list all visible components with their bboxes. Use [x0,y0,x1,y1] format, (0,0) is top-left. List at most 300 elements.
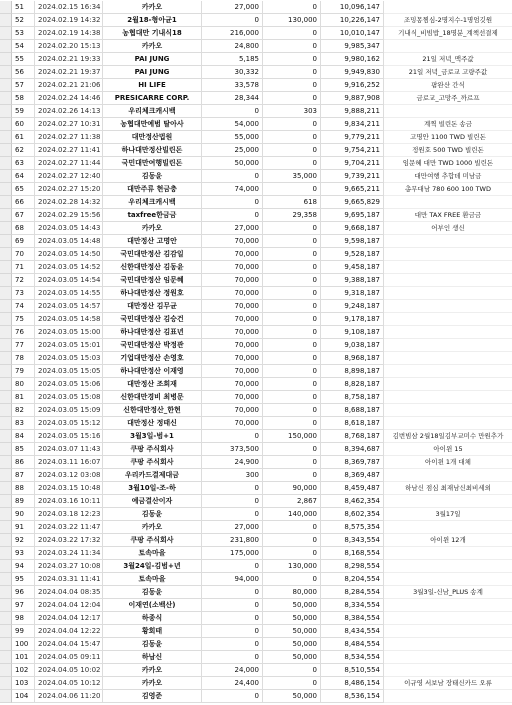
memo-cell[interactable] [384,664,512,677]
balance-cell[interactable]: 9,916,252 [321,79,384,92]
table-row[interactable] [0,391,512,404]
date-cell[interactable]: 2024.03.05 14:55 [35,287,103,300]
memo-cell[interactable]: 21일 저녁_맥주값 [384,53,512,66]
row-number-cell[interactable]: 102 [12,664,35,677]
balance-cell[interactable]: 9,695,187 [321,209,384,222]
date-cell[interactable]: 2024.04.04 12:04 [35,599,103,612]
row-header[interactable] [0,560,12,573]
row-number-cell[interactable]: 61 [12,131,35,144]
deposit-cell[interactable]: 150,000 [263,430,321,443]
description-cell[interactable]: 대만정산 조희재 [103,378,202,391]
row-number-cell[interactable]: 99 [12,625,35,638]
deposit-cell[interactable]: 0 [263,664,321,677]
date-cell[interactable]: 2024.03.05 15:05 [35,365,103,378]
row-number-cell[interactable]: 73 [12,287,35,300]
description-cell[interactable]: 하나대만정산 김표년 [103,326,202,339]
memo-cell[interactable] [384,404,512,417]
row-header[interactable] [0,339,12,352]
row-header[interactable] [0,365,12,378]
description-cell[interactable]: 3월10일-조-하 [103,482,202,495]
table-row[interactable] [0,326,512,339]
row-number-cell[interactable]: 77 [12,339,35,352]
balance-cell[interactable]: 9,108,187 [321,326,384,339]
deposit-cell[interactable]: 0 [263,287,321,300]
row-number-cell[interactable]: 103 [12,677,35,690]
deposit-cell[interactable]: 29,358 [263,209,321,222]
description-cell[interactable]: 하나대만정산 이재영 [103,365,202,378]
row-header[interactable] [0,274,12,287]
withdrawal-cell[interactable]: 70,000 [202,378,263,391]
balance-cell[interactable]: 8,343,554 [321,534,384,547]
description-cell[interactable]: 김영준 [103,690,202,703]
memo-cell[interactable] [384,339,512,352]
balance-cell[interactable]: 9,458,187 [321,261,384,274]
deposit-cell[interactable]: 0 [263,339,321,352]
withdrawal-cell[interactable]: 0 [202,651,263,664]
table-row[interactable] [0,430,512,443]
date-cell[interactable]: 2024.03.31 11:41 [35,573,103,586]
table-row[interactable] [0,92,512,105]
deposit-cell[interactable]: 0 [263,118,321,131]
balance-cell[interactable]: 8,284,554 [321,586,384,599]
balance-cell[interactable]: 8,575,354 [321,521,384,534]
date-cell[interactable]: 2024.02.27 11:44 [35,157,103,170]
row-number-cell[interactable]: 97 [12,599,35,612]
memo-cell[interactable] [384,261,512,274]
description-cell[interactable]: 김동윤 [103,586,202,599]
row-number-cell[interactable]: 65 [12,183,35,196]
row-number-cell[interactable]: 100 [12,638,35,651]
table-row[interactable] [0,534,512,547]
balance-cell[interactable]: 9,665,829 [321,196,384,209]
row-header[interactable] [0,456,12,469]
row-number-cell[interactable]: 84 [12,430,35,443]
row-number-cell[interactable]: 58 [12,92,35,105]
withdrawal-cell[interactable]: 24,000 [202,664,263,677]
balance-cell[interactable]: 9,528,187 [321,248,384,261]
memo-cell[interactable] [384,651,512,664]
deposit-cell[interactable]: 50,000 [263,638,321,651]
row-number-cell[interactable]: 71 [12,261,35,274]
date-cell[interactable]: 2024.03.05 14:50 [35,248,103,261]
balance-cell[interactable]: 8,484,554 [321,638,384,651]
description-cell[interactable]: 황회태 [103,625,202,638]
balance-cell[interactable]: 8,898,187 [321,365,384,378]
description-cell[interactable]: 3월24일-김범+년 [103,560,202,573]
deposit-cell[interactable]: 0 [263,53,321,66]
description-cell[interactable]: 카카오 [103,1,202,14]
memo-cell[interactable]: 조밍몽찜심-2명지수-1명엄깃원 [384,14,512,27]
withdrawal-cell[interactable]: 70,000 [202,339,263,352]
withdrawal-cell[interactable]: 24,800 [202,40,263,53]
description-cell[interactable]: 하종식 [103,612,202,625]
table-row[interactable] [0,157,512,170]
memo-cell[interactable] [384,196,512,209]
description-cell[interactable]: 대만정산 김무균 [103,300,202,313]
description-cell[interactable]: 김동윤 [103,638,202,651]
date-cell[interactable]: 2024.02.28 14:32 [35,196,103,209]
memo-cell[interactable] [384,235,512,248]
table-row[interactable] [0,118,512,131]
deposit-cell[interactable]: 0 [263,300,321,313]
withdrawal-cell[interactable]: 24,400 [202,677,263,690]
balance-cell[interactable]: 9,178,187 [321,313,384,326]
row-number-cell[interactable]: 54 [12,40,35,53]
memo-cell[interactable] [384,1,512,14]
date-cell[interactable]: 2024.03.05 14:43 [35,222,103,235]
row-number-cell[interactable]: 69 [12,235,35,248]
row-number-cell[interactable]: 88 [12,482,35,495]
deposit-cell[interactable]: 2,867 [263,495,321,508]
description-cell[interactable]: 국민대만정산 김승건 [103,313,202,326]
balance-cell[interactable]: 10,226,147 [321,14,384,27]
date-cell[interactable]: 2024.04.04 08:35 [35,586,103,599]
balance-cell[interactable]: 8,462,354 [321,495,384,508]
date-cell[interactable]: 2024.02.27 11:38 [35,131,103,144]
balance-cell[interactable]: 9,038,187 [321,339,384,352]
date-cell[interactable]: 2024.03.05 15:00 [35,326,103,339]
table-row[interactable] [0,131,512,144]
withdrawal-cell[interactable]: 70,000 [202,274,263,287]
memo-cell[interactable]: 3월3일-신남_PLUS 송계 [384,586,512,599]
memo-cell[interactable] [384,378,512,391]
row-number-cell[interactable]: 86 [12,456,35,469]
withdrawal-cell[interactable]: 0 [202,560,263,573]
memo-cell[interactable]: 어부인 생신 [384,222,512,235]
date-cell[interactable]: 2024.02.15 16:34 [35,1,103,14]
date-cell[interactable]: 2024.02.27 12:40 [35,170,103,183]
memo-cell[interactable] [384,274,512,287]
memo-cell[interactable]: 고명안 1100 TWD 빌린돈 [384,131,512,144]
table-row[interactable] [0,625,512,638]
memo-cell[interactable] [384,417,512,430]
row-header[interactable] [0,170,12,183]
description-cell[interactable]: 대만정산 고명안 [103,235,202,248]
balance-cell[interactable]: 9,668,187 [321,222,384,235]
deposit-cell[interactable]: 130,000 [263,14,321,27]
description-cell[interactable]: 카카오 [103,664,202,677]
row-header[interactable] [0,27,12,40]
row-number-cell[interactable]: 66 [12,196,35,209]
description-cell[interactable]: 국민대만정산 박정관 [103,339,202,352]
row-number-cell[interactable]: 74 [12,300,35,313]
row-header[interactable] [0,196,12,209]
description-cell[interactable]: 대만정산 정태신 [103,417,202,430]
balance-cell[interactable]: 10,010,147 [321,27,384,40]
balance-cell[interactable]: 9,949,830 [321,66,384,79]
table-row[interactable] [0,560,512,573]
deposit-cell[interactable]: 50,000 [263,599,321,612]
row-header[interactable] [0,235,12,248]
row-header[interactable] [0,313,12,326]
balance-cell[interactable]: 8,618,187 [321,417,384,430]
row-header[interactable] [0,352,12,365]
table-row[interactable] [0,612,512,625]
date-cell[interactable]: 2024.02.20 15:13 [35,40,103,53]
row-number-cell[interactable]: 67 [12,209,35,222]
date-cell[interactable]: 2024.03.22 17:32 [35,534,103,547]
row-number-cell[interactable]: 70 [12,248,35,261]
row-header[interactable] [0,495,12,508]
row-number-cell[interactable]: 78 [12,352,35,365]
description-cell[interactable]: 국민대만여행빌린돈 [103,157,202,170]
withdrawal-cell[interactable]: 30,332 [202,66,263,79]
withdrawal-cell[interactable]: 70,000 [202,326,263,339]
table-row[interactable] [0,66,512,79]
deposit-cell[interactable]: 0 [263,261,321,274]
balance-cell[interactable]: 8,384,554 [321,612,384,625]
row-header[interactable] [0,222,12,235]
table-row[interactable] [0,521,512,534]
memo-cell[interactable]: 금로교_고망주_까르프 [384,92,512,105]
date-cell[interactable]: 2024.02.26 14:13 [35,105,103,118]
table-row[interactable] [0,339,512,352]
row-number-cell[interactable]: 96 [12,586,35,599]
deposit-cell[interactable]: 0 [263,66,321,79]
row-number-cell[interactable]: 81 [12,391,35,404]
row-header[interactable] [0,66,12,79]
withdrawal-cell[interactable]: 70,000 [202,391,263,404]
balance-cell[interactable]: 8,394,687 [321,443,384,456]
withdrawal-cell[interactable]: 300 [202,469,263,482]
memo-cell[interactable] [384,560,512,573]
description-cell[interactable]: HI LIFE [103,79,202,92]
date-cell[interactable]: 2024.02.27 10:31 [35,118,103,131]
date-cell[interactable]: 2024.04.05 09:11 [35,651,103,664]
row-header[interactable] [0,599,12,612]
date-cell[interactable]: 2024.02.19 14:32 [35,14,103,27]
date-cell[interactable]: 2024.04.05 10:12 [35,677,103,690]
description-cell[interactable]: 3월3일-범+1 [103,430,202,443]
row-header[interactable] [0,482,12,495]
table-row[interactable] [0,313,512,326]
memo-cell[interactable]: 대만여행 추합데 미남금 [384,170,512,183]
deposit-cell[interactable]: 80,000 [263,586,321,599]
row-number-cell[interactable]: 57 [12,79,35,92]
row-header[interactable] [0,300,12,313]
memo-cell[interactable]: 대만 TAX FREE 환금금 [384,209,512,222]
table-row[interactable] [0,417,512,430]
row-number-cell[interactable]: 68 [12,222,35,235]
deposit-cell[interactable]: 0 [263,248,321,261]
withdrawal-cell[interactable]: 0 [202,482,263,495]
date-cell[interactable]: 2024.02.29 15:56 [35,209,103,222]
memo-cell[interactable] [384,547,512,560]
table-row[interactable] [0,638,512,651]
row-header[interactable] [0,118,12,131]
row-number-cell[interactable]: 101 [12,651,35,664]
balance-cell[interactable]: 8,334,554 [321,599,384,612]
row-number-cell[interactable]: 91 [12,521,35,534]
balance-cell[interactable]: 9,834,211 [321,118,384,131]
balance-cell[interactable]: 8,369,787 [321,456,384,469]
deposit-cell[interactable]: 50,000 [263,651,321,664]
balance-cell[interactable]: 9,739,211 [321,170,384,183]
memo-cell[interactable] [384,287,512,300]
balance-cell[interactable]: 8,968,187 [321,352,384,365]
description-cell[interactable]: 쿠팡 주식회사 [103,534,202,547]
date-cell[interactable]: 2024.03.05 15:06 [35,378,103,391]
withdrawal-cell[interactable]: 70,000 [202,352,263,365]
balance-cell[interactable]: 10,096,147 [321,1,384,14]
row-header[interactable] [0,443,12,456]
deposit-cell[interactable]: 0 [263,183,321,196]
memo-cell[interactable] [384,248,512,261]
row-header[interactable] [0,677,12,690]
description-cell[interactable]: 우리체크캐시백 [103,196,202,209]
row-header[interactable] [0,105,12,118]
balance-cell[interactable]: 9,704,211 [321,157,384,170]
row-number-cell[interactable]: 76 [12,326,35,339]
date-cell[interactable]: 2024.03.05 14:52 [35,261,103,274]
balance-cell[interactable]: 8,434,554 [321,625,384,638]
table-row[interactable] [0,261,512,274]
table-row[interactable] [0,443,512,456]
table-row[interactable] [0,365,512,378]
row-header[interactable] [0,326,12,339]
description-cell[interactable]: 신한대만정산 김동윤 [103,261,202,274]
balance-cell[interactable]: 8,768,187 [321,430,384,443]
description-cell[interactable]: PAI JUNG [103,53,202,66]
row-header[interactable] [0,378,12,391]
date-cell[interactable]: 2024.03.05 14:48 [35,235,103,248]
balance-cell[interactable]: 8,602,354 [321,508,384,521]
date-cell[interactable]: 2024.03.27 10:08 [35,560,103,573]
memo-cell[interactable] [384,690,512,703]
row-header[interactable] [0,625,12,638]
table-row[interactable] [0,404,512,417]
memo-cell[interactable] [384,625,512,638]
row-header[interactable] [0,404,12,417]
withdrawal-cell[interactable]: 70,000 [202,235,263,248]
withdrawal-cell[interactable]: 0 [202,586,263,599]
description-cell[interactable]: 우리체크캐시백 [103,105,202,118]
memo-cell[interactable] [384,521,512,534]
memo-cell[interactable] [384,573,512,586]
deposit-cell[interactable]: 0 [263,274,321,287]
withdrawal-cell[interactable]: 24,900 [202,456,263,469]
withdrawal-cell[interactable]: 70,000 [202,365,263,378]
deposit-cell[interactable]: 0 [263,131,321,144]
table-row[interactable] [0,352,512,365]
date-cell[interactable]: 2024.03.05 15:16 [35,430,103,443]
table-row[interactable] [0,586,512,599]
deposit-cell[interactable]: 618 [263,196,321,209]
balance-cell[interactable]: 8,298,554 [321,560,384,573]
balance-cell[interactable]: 8,688,187 [321,404,384,417]
memo-cell[interactable] [384,469,512,482]
balance-cell[interactable]: 8,534,554 [321,651,384,664]
memo-cell[interactable]: 임문혜 대만 TWD 1000 빌린돈 [384,157,512,170]
description-cell[interactable]: 대만정산법원 [103,131,202,144]
memo-cell[interactable]: 아이윈 1개 대체 [384,456,512,469]
table-row[interactable] [0,53,512,66]
balance-cell[interactable]: 9,754,211 [321,144,384,157]
deposit-cell[interactable]: 0 [263,313,321,326]
row-header[interactable] [0,79,12,92]
deposit-cell[interactable]: 303 [263,105,321,118]
row-number-cell[interactable]: 82 [12,404,35,417]
memo-cell[interactable]: 21일 저녁_금로교 고량주값 [384,66,512,79]
withdrawal-cell[interactable]: 0 [202,209,263,222]
withdrawal-cell[interactable]: 0 [202,170,263,183]
deposit-cell[interactable]: 0 [263,677,321,690]
description-cell[interactable]: 국민대만정산 김감일 [103,248,202,261]
row-header[interactable] [0,521,12,534]
table-row[interactable] [0,599,512,612]
deposit-cell[interactable]: 130,000 [263,560,321,573]
table-row[interactable] [0,79,512,92]
description-cell[interactable]: 하남신 [103,651,202,664]
deposit-cell[interactable]: 140,000 [263,508,321,521]
row-header[interactable] [0,573,12,586]
withdrawal-cell[interactable]: 27,000 [202,222,263,235]
balance-cell[interactable]: 9,665,211 [321,183,384,196]
memo-cell[interactable]: 하남신 점심 최재남신최비세외 [384,482,512,495]
description-cell[interactable]: 쿠팡 주식회사 [103,456,202,469]
row-number-cell[interactable]: 80 [12,378,35,391]
balance-cell[interactable]: 9,598,187 [321,235,384,248]
deposit-cell[interactable]: 0 [263,534,321,547]
row-header[interactable] [0,586,12,599]
row-header[interactable] [0,131,12,144]
memo-cell[interactable]: 팜완산 간식 [384,79,512,92]
row-header[interactable] [0,157,12,170]
withdrawal-cell[interactable]: 0 [202,508,263,521]
description-cell[interactable]: 토속마을 [103,573,202,586]
withdrawal-cell[interactable]: 70,000 [202,248,263,261]
memo-cell[interactable] [384,40,512,53]
balance-cell[interactable]: 9,985,347 [321,40,384,53]
memo-cell[interactable] [384,638,512,651]
deposit-cell[interactable]: 0 [263,79,321,92]
balance-cell[interactable]: 9,388,187 [321,274,384,287]
table-row[interactable] [0,469,512,482]
row-header[interactable] [0,53,12,66]
deposit-cell[interactable]: 0 [263,417,321,430]
date-cell[interactable]: 2024.02.27 15:20 [35,183,103,196]
row-header[interactable] [0,209,12,222]
date-cell[interactable]: 2024.03.05 15:01 [35,339,103,352]
deposit-cell[interactable]: 0 [263,573,321,586]
row-header[interactable] [0,664,12,677]
date-cell[interactable]: 2024.03.05 15:08 [35,391,103,404]
row-number-cell[interactable]: 52 [12,14,35,27]
deposit-cell[interactable]: 0 [263,456,321,469]
date-cell[interactable]: 2024.03.05 15:09 [35,404,103,417]
description-cell[interactable]: 예금결산이자 [103,495,202,508]
memo-cell[interactable]: 계찍 빌린돈 송금 [384,118,512,131]
row-number-cell[interactable]: 89 [12,495,35,508]
withdrawal-cell[interactable]: 0 [202,105,263,118]
description-cell[interactable]: 토속마을 [103,547,202,560]
row-number-cell[interactable]: 55 [12,53,35,66]
deposit-cell[interactable]: 35,000 [263,170,321,183]
deposit-cell[interactable]: 0 [263,378,321,391]
table-row[interactable] [0,105,512,118]
row-header[interactable] [0,287,12,300]
table-row[interactable] [0,144,512,157]
withdrawal-cell[interactable]: 0 [202,638,263,651]
deposit-cell[interactable]: 50,000 [263,612,321,625]
table-row[interactable] [0,495,512,508]
description-cell[interactable]: 농협대만예범 탈아사 [103,118,202,131]
description-cell[interactable]: 신한대만정산_한현 [103,404,202,417]
withdrawal-cell[interactable]: 373,500 [202,443,263,456]
deposit-cell[interactable]: 90,000 [263,482,321,495]
table-row[interactable] [0,183,512,196]
table-row[interactable] [0,209,512,222]
